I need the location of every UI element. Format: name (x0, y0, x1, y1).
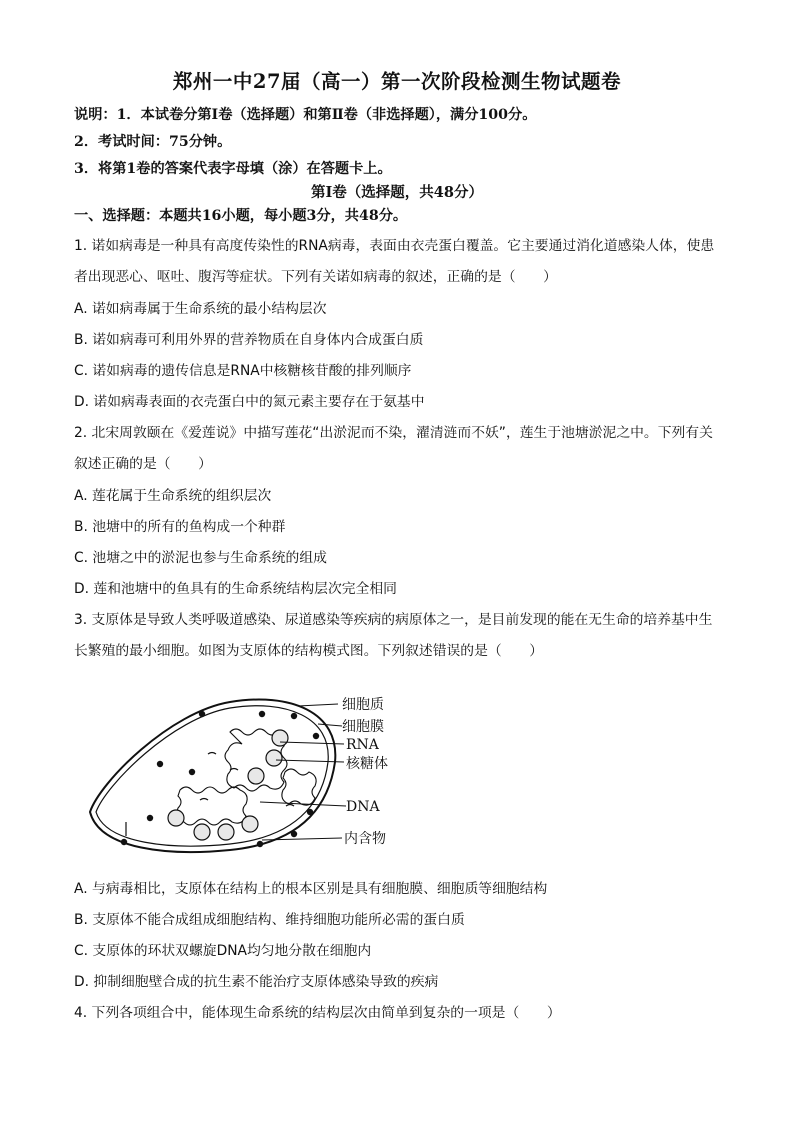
label-ribosome: 核糖体 (346, 756, 388, 772)
note-line-1: 说明：1．本试卷分第Ⅰ卷（选择题）和第Ⅱ卷（非选择题），满分100分。 (74, 107, 537, 123)
q2-option-a: A. 莲花属于生命系统的组织层次 (74, 488, 272, 504)
q3-option-d: D. 抑制细胞壁合成的抗生素不能治疗支原体感染导致的疾病 (74, 974, 439, 990)
q1-stem-line-2: 者出现恶心、呕吐、腹泻等症状。下列有关诺如病毒的叙述，正确的是（ ） (74, 269, 557, 285)
ribosome (272, 730, 288, 746)
part-heading: 一、选择题：本题共16小题，每小题3分，共48分。 (74, 208, 408, 224)
q2-option-c: C. 池塘之中的淤泥也参与生命系统的组成 (74, 550, 327, 566)
q1-option-b: B. 诺如病毒可利用外界的营养物质在自身体内合成蛋白质 (74, 332, 424, 348)
q3-option-c: C. 支原体的环状双螺旋DNA均匀地分散在细胞内 (74, 943, 372, 959)
label-rna: RNA (346, 737, 379, 753)
q4-stem-line-1: 4. 下列各项组合中，能体现生命系统的结构层次由简单到复杂的一项是（ ） (74, 1005, 561, 1021)
q2-option-d: D. 莲和池塘中的鱼具有的生命系统结构层次完全相同 (74, 581, 397, 597)
note-line-3: 3．将第1卷的答案代表字母填（涂）在答题卡上。 (74, 161, 392, 177)
q2-stem-line-2: 叙述正确的是（ ） (74, 456, 212, 472)
dna-loop-2 (177, 787, 247, 825)
ribosome (218, 824, 234, 840)
ribosome (242, 816, 258, 832)
ribosome (266, 750, 282, 766)
q1-option-d: D. 诺如病毒表面的衣壳蛋白中的氮元素主要存在于氨基中 (74, 394, 425, 410)
cell-membrane-outer (90, 700, 335, 853)
label-inclusion: 内含物 (344, 831, 386, 847)
note-line-2: 2．考试时间：75分钟。 (74, 134, 232, 150)
label-dna: DNA (346, 799, 380, 815)
q2-option-b: B. 池塘中的所有的鱼构成一个种群 (74, 519, 286, 535)
q2-stem-line-1: 2. 北宋周敦颐在《爱莲说》中描写莲花“出淤泥而不染，濯清涟而不妖”，莲生于池塘淤泥之中。下列有关 (74, 425, 713, 441)
ribosome (248, 768, 264, 784)
ribosome (168, 810, 184, 826)
label-cell-membrane: 细胞膜 (342, 719, 384, 735)
ribosome (194, 824, 210, 840)
q1-stem-line-1: 1. 诺如病毒是一种具有高度传染性的RNA病毒，表面由衣壳蛋白覆盖。它主要通过消化道感染人体，使患 (74, 238, 715, 254)
dna-loop-3 (282, 769, 316, 805)
q3-stem-line-1: 3. 支原体是导致人类呼吸道感染、尿道感染等疾病的病原体之一，是目前发现的能在无生命的培养基中生 (74, 612, 713, 628)
label-cytoplasm: 细胞质 (342, 697, 384, 713)
mycoplasma-diagram (80, 672, 420, 862)
page-title: 郑州一中27届（高一）第一次阶段检测生物试题卷 (172, 70, 622, 93)
q3-option-b: B. 支原体不能合成组成细胞结构、维持细胞功能所必需的蛋白质 (74, 912, 465, 928)
section-title: 第Ⅰ卷（选择题，共48分） (311, 184, 483, 201)
q3-stem-line-2: 长繁殖的最小细胞。如图为支原体的结构模式图。下列叙述错误的是（ ） (74, 643, 544, 659)
q1-option-c: C. 诺如病毒的遗传信息是RNA中核糖核苷酸的排列顺序 (74, 363, 412, 379)
q1-option-a: A. 诺如病毒属于生命系统的最小结构层次 (74, 301, 327, 317)
q3-option-a: A. 与病毒相比，支原体在结构上的根本区别是具有细胞膜、细胞质等细胞结构 (74, 881, 548, 897)
